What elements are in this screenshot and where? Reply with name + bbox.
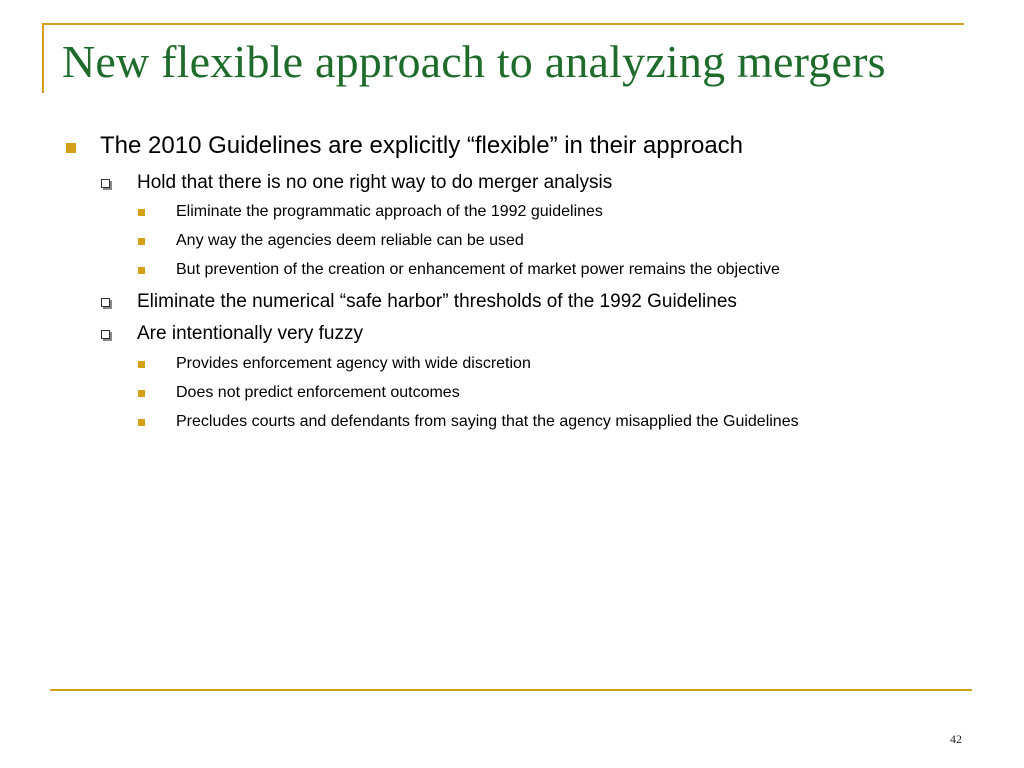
left-frame-rule [42,23,44,93]
square-bullet-icon [138,361,145,368]
square-bullet-icon [138,419,145,426]
square-bullet-icon [138,267,145,274]
bullet-level2: Are intentionally very fuzzy [137,323,363,344]
bullet-level1: The 2010 Guidelines are explicitly “flexible” in their approach [100,132,744,159]
page-number: 42 [950,732,962,746]
bullet-level3: Any way the agencies deem reliable can be used [176,232,524,249]
top-frame-rule [42,23,964,25]
bullet-level2: Hold that there is no one right way to do merger analysis [137,172,613,193]
bullet-level3: Provides enforcement agency with wide discretion [176,355,531,372]
square-bullet-icon [138,390,145,397]
bullet-level3: Eliminate the programmatic approach of the 1992 guidelines [176,203,603,220]
bullet-level3: But prevention of the creation or enhancement of market power remains the objective [176,261,780,278]
bullet-level2: Eliminate the numerical “safe harbor” thresholds of the 1992 Guidelines [137,291,737,312]
square-bullet-icon [138,209,145,216]
box-bullet-icon [101,179,110,188]
box-bullet-icon [101,298,110,307]
square-bullet-icon [138,238,145,245]
bullet-level3: Precludes courts and defendants from saying that the agency misapplied the Guidelines [176,413,799,430]
slide-title: New flexible approach to analyzing mergers [62,36,886,87]
box-bullet-icon [101,330,110,339]
square-bullet-icon [66,143,76,153]
footer-rule [50,689,972,691]
bullet-level3: Does not predict enforcement outcomes [176,384,460,401]
